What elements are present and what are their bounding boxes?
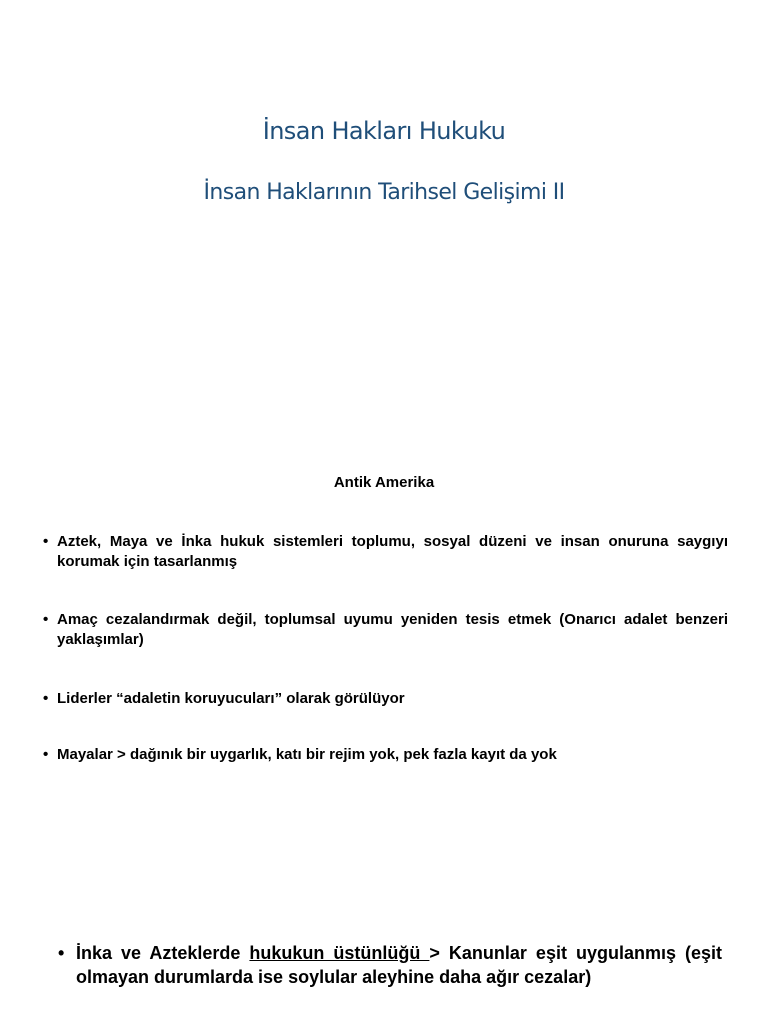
footer-text-emphasis: hukukun üstünlüğü (249, 943, 430, 963)
bullet-text: Mayalar > dağınık bir uygarlık, katı bir rejim yok, pek fazla kayıt da yok (57, 746, 557, 763)
bullet-dot-icon: • (43, 690, 49, 707)
bullet-dot-icon: • (43, 611, 49, 628)
bullet-item (40, 532, 728, 572)
bullet-item (40, 610, 728, 650)
section-heading: Antik Amerika (333, 474, 435, 491)
footer-text-after: > Kanunlar eşit uygulanmış (eşit olmayan durumlarda ise soylular aleyhine daha ağır cezalar) (76, 943, 722, 987)
bullet-dot-icon: • (43, 533, 49, 550)
bullet-dot-icon: • (43, 746, 49, 763)
footer-text (76, 941, 722, 989)
bullet-text: Liderler “adaletin koruyucuları” olarak görülüyor (57, 690, 405, 707)
bullet-item (40, 689, 728, 709)
page-subtitle: İnsan Haklarının Tarihsel Gelişimi II (203, 180, 565, 205)
page-title: İnsan Hakları Hukuku (262, 117, 506, 145)
bullet-text: Aztek, Maya ve İnka hukuk sistemleri toplumu, sosyal düzeni ve insan onuruna saygıyı korumak için tasarlanmış (57, 533, 728, 570)
bullet-item (40, 745, 728, 765)
bullet-dot-icon: • (58, 943, 65, 963)
bullet-text: Amaç cezalandırmak değil, toplumsal uyumu yeniden tesis etmek (Onarıcı adalet benzeri yaklaşımlar) (57, 611, 728, 648)
footer-text-before: İnka ve Azteklerde (76, 943, 250, 963)
footer-bullet (58, 941, 722, 989)
